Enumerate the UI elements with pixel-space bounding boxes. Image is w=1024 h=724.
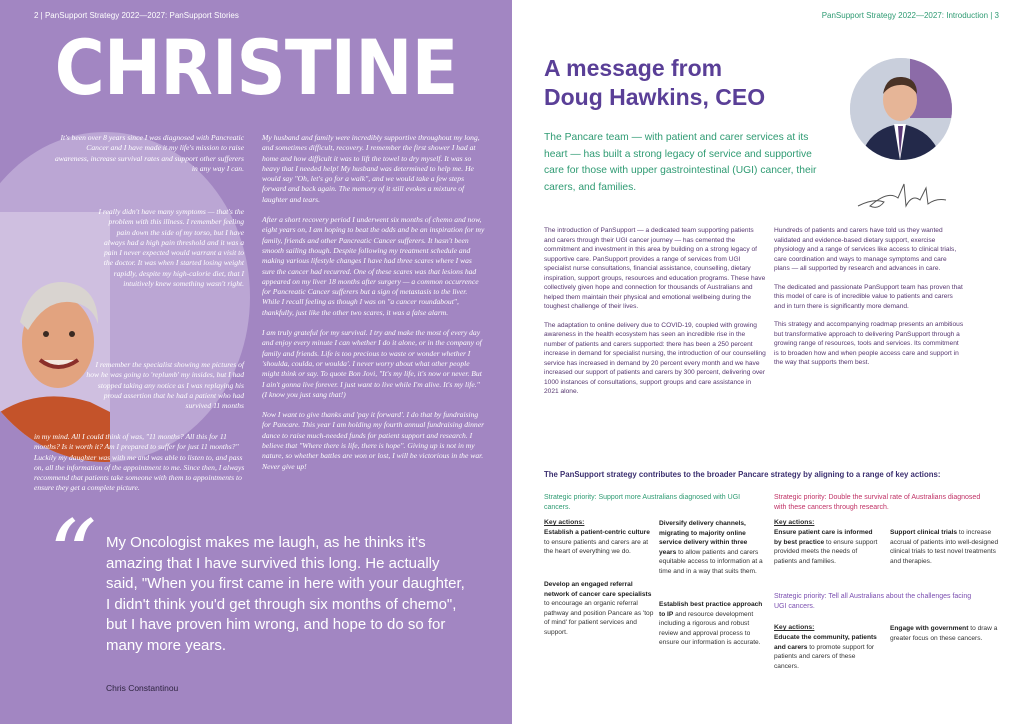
key-actions-label: Key actions: xyxy=(774,519,815,526)
key-action-bold: Diversify delivery channels, migrating to majority online service delivery within three years xyxy=(659,520,748,556)
key-actions-label: Key actions: xyxy=(544,519,585,526)
key-action xyxy=(774,528,882,566)
key-action-bold: Establish a patient-centric culture xyxy=(544,529,650,536)
ceo-message-page xyxy=(512,0,1024,724)
strategic-priority-awareness: Strategic priority: Tell all Australians about the challenges facing UGI cancers. xyxy=(774,593,972,610)
strategic-priority-support: Strategic priority: Support more Australians diagnosed with UGI cancers. xyxy=(544,494,741,511)
story-family: My husband and family were incredibly supportive throughout my long, and sometimes difficult, recovery. I remember the first shower I had at home and how difficult it was to lift the towel to dry myself. It was so heavy that I needed help! My husband was determined to help me. He would say "Oh, let's go for a walk", and we would take a few steps forward and back again. The memory of it still evokes a mixture of laughter and tears. xyxy=(262,133,480,204)
key-actions-label: Key actions: xyxy=(774,624,815,631)
story-specialist: I remember the specialist showing me pictures of how he was going to 'replumb' my insides, but I had stopped taking any notice as I was replaying his proud assertion that he had a patient who had survived 11 months xyxy=(86,360,244,411)
quote-mark-icon: “ xyxy=(48,500,98,612)
key-action-bold: Educate the community, patients and carers xyxy=(774,634,877,651)
key-action-text: to increase accrual of patients into well-designed clinical trials to test novel treatments and therapies. xyxy=(890,529,999,565)
pull-quote: My Oncologist makes me laugh, as he thinks it's amazing that I have survived this long. He actually said, "When you first came in here with your daughter, I didn't think you'd get through six months of chemo", but I have proven him wrong, and hope to do so for many more years. xyxy=(106,534,465,654)
body-paragraph: The introduction of PanSupport — a dedicated team supporting patients and carers through their UGI cancer journey — has cemented the commitment and investment in this area by building on a strong legacy of supportive care. PanSupport provides a range of services from UGI specialist nurse consultations, financial assistance, counselling, dietary inspiration, support groups, resources and education programs. These have collectively given hope and connection for thousands of Australians and helped them maintain their physical and emotional wellbeing during the toughest challenge of their lives. xyxy=(544,227,766,310)
ceo-message-title xyxy=(544,54,765,112)
ceo-portrait xyxy=(850,58,952,160)
story-symptoms: I really didn't have many symptoms — that's the problem with this illness. I remember feeling pain down the side of my torso, but I have always had a high pain threshold and it was a pain I never expected would warrant a visit to the doctor. It was when I started losing weight rapidly, despite my high-calorie diet, that I intuitively knew something wasn't right. xyxy=(98,207,244,289)
key-action-text: to ensure support provided meets the needs of patients and families. xyxy=(774,538,878,565)
key-action xyxy=(544,528,652,557)
strategic-priority-survival: Strategic priority: Double the survival rate of Australians diagnosed with these cancers through research. xyxy=(774,494,981,511)
key-action-bold: Engage with government xyxy=(890,625,969,632)
key-action-bold: Develop an engaged referral network of cancer care specialists xyxy=(544,581,652,598)
story-gratitude: I am truly grateful for my survival. I try and make the most of every day and enjoy every minute I can whether I do it alone, or in the company of family and friends. Life is too precious to waste or wonder whether I 'shoulda, coulda, or woulda'. I never worry about what other people might think or say. To quote Bon Jovi, "It's my life, it's now or never. But I ain't gonna live forever. I just want to live while I'm alive. It's my life." (I know you just sang that!) xyxy=(262,328,482,399)
story-eleven-months: in my mind. All I could think of was, "11 months? All this for 11 months? Is it worth it? Am I prepared to suffer for just 11 months?" Luckily my daughter was with me and was able to listen to, and pass on, all the information of the appointment to me. Since then, I always recommend that patients take someone with them to appointments to ensure they get a complete picture. xyxy=(34,432,245,493)
quote-author: Chris Constantinou xyxy=(106,683,179,693)
story-column-right xyxy=(262,133,486,482)
key-action-bold: Support clinical trials xyxy=(890,529,958,536)
ceo-photo xyxy=(850,58,952,160)
title-line-2: Doug Hawkins, CEO xyxy=(544,84,766,110)
key-action-text: to draw a greater focus on these cancers. xyxy=(890,625,998,642)
key-action xyxy=(774,633,882,671)
key-action-text: to allow patients and carers equitable access to information at a time and in a way that suits them. xyxy=(659,548,763,575)
story-title: CHRISTINE xyxy=(54,23,458,112)
body-paragraph: This strategy and accompanying roadmap presents an ambitious but transformative approach to delivering PanSupport through a growing range of resources, tools and services. Its commitment is to broaden how and when people access care and support in the way that supports them best. xyxy=(774,321,964,366)
body-paragraph: The adaptation to online delivery due to COVID-19, coupled with growing awareness in the health ecosystem has seen an incredible rise in the number of patients and carers supported: there has been a 250 percent increase in demand for specialist nursing, the introduction of our counselling service has increased in demand by 20 percent every month and we have increased our support of patients and carers by 300 percent, delivering over 1000 instances of consultations, support groups and care assistance in 2021 alone. xyxy=(544,321,766,395)
ceo-signature xyxy=(854,176,950,216)
key-action-bold: Ensure patient care is informed by best practice xyxy=(774,529,873,546)
key-action xyxy=(890,624,1000,643)
body-paragraph: Hundreds of patients and carers have told us they wanted validated and evidence-based dietary support, exercise physiology and a range of services like access to clinical trials, care coordination and ways to manage symptoms and care plans — all supported by research and advances in care. xyxy=(774,227,957,272)
body-column-right xyxy=(774,226,964,377)
key-action xyxy=(659,519,763,577)
page-header-right: PanSupport Strategy 2022—2027: Introduction | 3 xyxy=(821,11,999,20)
key-action-text: to ensure patients and carers are at the heart of everything we do. xyxy=(544,538,649,556)
story-pay-it-forward: Now I want to give thanks and 'pay it forward'. I do that by fundraising for Pancare. This year I am holding my fourth annual fundraising dinner dance to raise much-needed funds for patient support and research. I believe that "Where there is life, there is hope". Giving up is not in my nature, so whether battles are won or lost, I will be victorious in the war. Never give up! xyxy=(262,410,485,471)
key-action-text: to encourage an organic referral pathway and position Pancare as 'top of mind' for patient services and support. xyxy=(544,600,654,636)
body-column-left xyxy=(544,226,766,406)
ceo-lead-paragraph: The Pancare team — with patient and carer services at its heart — has built a strong legacy of service and supportive care for those with upper gastrointestinal (UGI) cancer, their carers, and families. xyxy=(544,132,817,193)
title-line-1: A message from xyxy=(544,55,723,81)
key-action-text: and resource development including a rigorous and robust review and approval process to ensure our information is accurate. xyxy=(659,610,761,647)
key-action xyxy=(659,600,763,648)
key-action-text: to promote support for patients and carers of these cancers. xyxy=(774,643,875,670)
strategy-heading: The PanSupport strategy contributes to the broader Pancare strategy by aligning to a range of key actions: xyxy=(544,470,941,479)
body-paragraph: The dedicated and passionate PanSupport team has proven that this model of care is of incredible value to patients and carers and in turn there is significantly more demand. xyxy=(774,283,963,310)
key-action xyxy=(544,580,654,638)
story-intro: It's been over 8 years since I was diagnosed with Pancreatic Cancer and I have made it my life's mission to raise awareness, increase survival rates and support other sufferers in any way I can. xyxy=(55,133,244,173)
story-recovery: After a short recovery period I underwent six months of chemo and now, eight years on, I am hoping to beat the odds and be an inspiration for my family, friends and other Pancreatic Cancer sufferers. It hasn't been smooth sailing though. Despite following my treatment schedule and making various lifestyle changes I have had three scares where I was sure the cancer had recurred. One of these scares was that lesions had appeared on my liver 18 months after surgery — a common occurrence for Pancreatic Cancer sufferers but a sign of metastasis to the liver. While I recall feeling as though I was on "a cancer roundabout", thankfully, just like the other two scares, it was a false alarm. xyxy=(262,215,485,317)
key-action xyxy=(890,528,1000,566)
page-header-left: 2 | PanSupport Strategy 2022—2027: PanSupport Stories xyxy=(34,11,239,20)
key-action-bold: Establish best practice approach to IP xyxy=(659,601,763,618)
portrait-circle xyxy=(0,132,250,462)
